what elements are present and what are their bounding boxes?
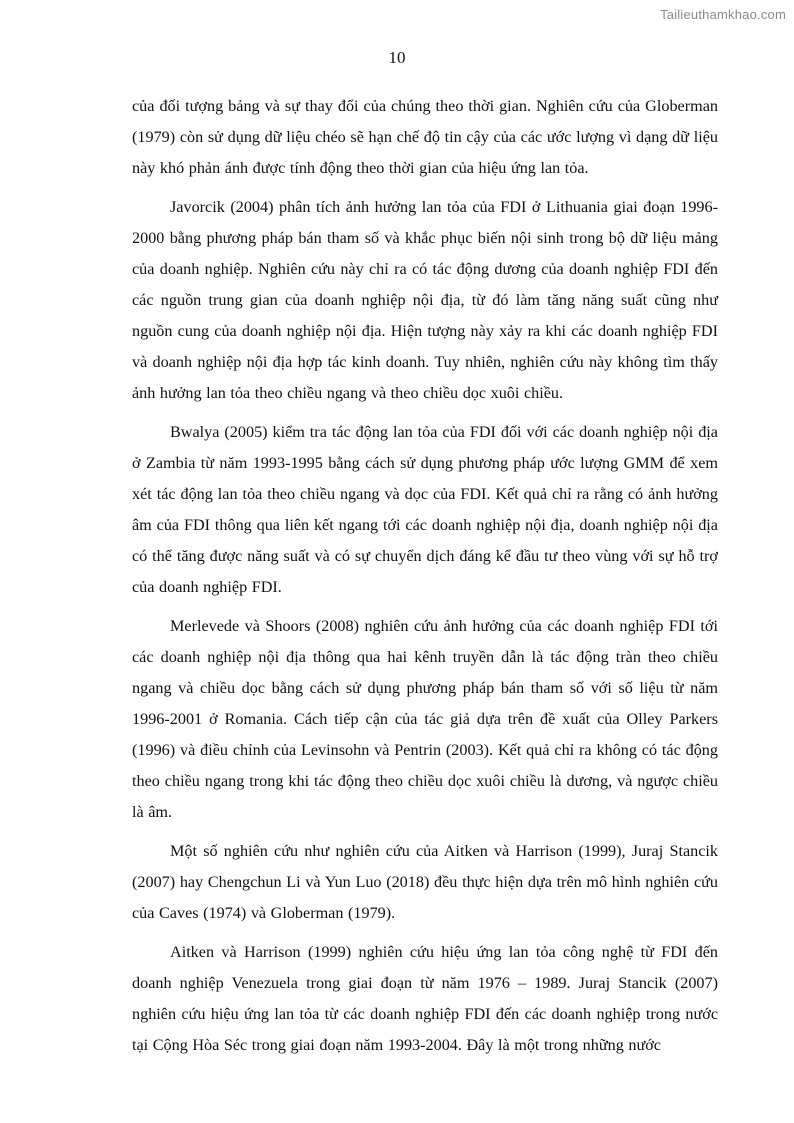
paragraph-javorcik: Javorcik (2004) phân tích ảnh hưởng lan tỏa của FDI ở Lithuania giai đoạn 1996-2000 bằng phương pháp bán tham số và khắc phục biến nội sinh trong bộ dữ liệu mảng của doanh nghiệp. Nghiên cứu này chỉ ra có tác động dương của doanh nghiệp FDI đến các nguồn trung gian của doanh nghiệp nội địa, từ đó làm tăng năng suất cũng như nguồn cung của doanh nghiệp nội địa. Hiện tượng này xảy ra khi các doanh nghiệp FDI và doanh nghiệp nội địa hợp tác kinh doanh. Tuy nhiên, nghiên cứu này không tìm thấy ảnh hưởng lan tỏa theo chiều ngang và theo chiều dọc xuôi chiều. [132, 198, 718, 402]
watermark-text: Tailieuthamkhao.com [660, 7, 786, 22]
paragraph-models: Một số nghiên cứu như nghiên cứu của Aitken và Harrison (1999), Juraj Stancik (2007) hay Chengchun Li và Yun Luo (2018) đều thực hiện dựa trên mô hình nghiên cứu của Caves (1974) và Globerman (1979). [132, 842, 718, 922]
page-number: 10 [388, 48, 406, 67]
paragraph-continuation: của đối tượng bảng và sự thay đổi của chúng theo thời gian. Nghiên cứu của Globerman (1979) còn sử dụng dữ liệu chéo sẽ hạn chế độ tin cậy của các ước lượng vì dạng dữ liệu này khó phản ánh được tính động theo thời gian của hiệu ứng lan tỏa. [132, 97, 718, 177]
paragraph-merlevede: Merlevede và Shoors (2008) nghiên cứu ảnh hưởng của các doanh nghiệp FDI tới các doanh nghiệp nội địa thông qua hai kênh truyền dẫn là tác động tràn theo chiều ngang và chiều dọc bằng cách sử dụng phương pháp bán tham số với số liệu từ năm 1996-2001 ở Romania. Cách tiếp cận của tác giả dựa trên đề xuất của Olley Parkers (1996) và điều chỉnh của Levinsohn và Pentrin (2003). Kết quả chỉ ra không có tác động theo chiều ngang trong khi tác động theo chiều dọc xuôi chiều là dương, và ngược chiều là âm. [132, 617, 718, 821]
document-body [132, 91, 718, 1061]
paragraph-bwalya: Bwalya (2005) kiểm tra tác động lan tỏa của FDI đối với các doanh nghiệp nội địa ở Zambia từ năm 1993-1995 bằng cách sử dụng phương pháp ước lượng GMM để xem xét tác động lan tỏa theo chiều ngang và dọc của FDI. Kết quả chỉ ra rằng có ảnh hưởng âm của FDI thông qua liên kết ngang tới các doanh nghiệp nội địa, doanh nghiệp nội địa có thể tăng được năng suất và có sự chuyển dịch đáng kể đầu tư theo vùng với sự hỗ trợ của doanh nghiệp FDI. [132, 423, 718, 596]
paragraph-aitken-harrison: Aitken và Harrison (1999) nghiên cứu hiệu ứng lan tỏa công nghệ từ FDI đến doanh nghiệp Venezuela trong giai đoạn từ năm 1976 – 1989. Juraj Stancik (2007) nghiên cứu hiệu ứng lan tỏa từ các doanh nghiệp FDI đến các doanh nghiệp trong nước tại Cộng Hòa Séc trong giai đoạn năm 1993-2004. Đây là một trong những nước [132, 943, 718, 1054]
